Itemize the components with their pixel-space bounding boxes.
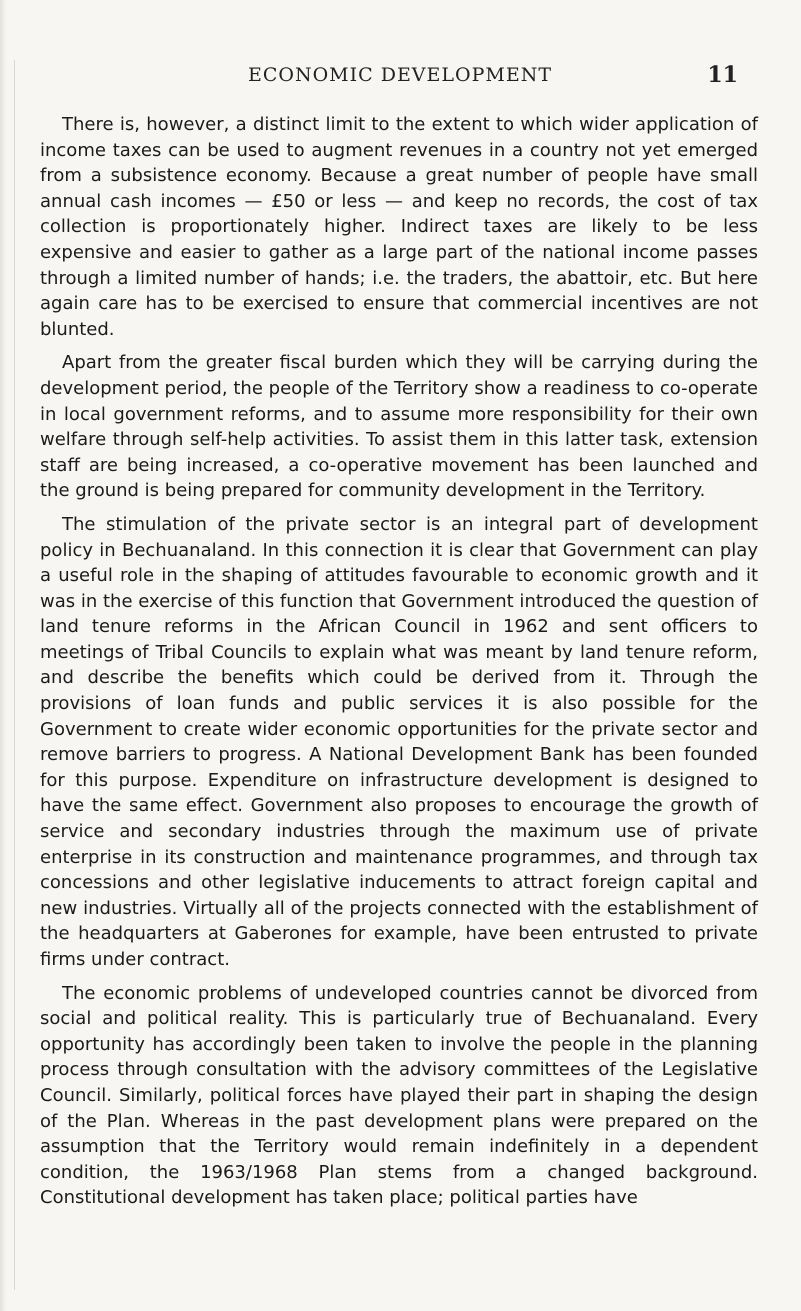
paragraph-fiscal-burden: Apart from the greater fiscal burden which they will be carrying during the development period, the people of the Territory show a readiness to co-operate in local government reforms, and to assume more responsibility for their own welfare through self-help activities. To assist them in this latter task, extension staff are being increased, a co-operative movement has been launched and the ground is being prepared for community development in the Territory. (40, 352, 758, 502)
page-number: 11 (707, 62, 738, 88)
paragraph-private-sector: The stimulation of the private sector is an integral part of development policy in Bechuanaland. In this connection it is clear that Government can play a useful role in the shaping of attitudes favourable to economic growth and it was in the exercise of this function that Government introduced the question of land tenure reforms in the African Council in 1962 and sent officers to meetings of Tribal Councils to explain what was meant by land tenure reform, and describe the benefits which could be derived from it. Through the provisions of loan funds and public services it is also possible for the Government to create wider economic opportunities for the private sector and remove barriers to progress. A National Development Bank has been founded for this purpose. Expenditure on infrastructure development is designed to have the same effect. Government also proposes to encourage the growth of service and secondary industries through the maximum use of private enterprise in its construction and maintenance programmes, and through tax concessions and other legislative inducements to attract foreign capital and new industries. Virtually all of the projects connected with the establishment of the headquarters at Gaberones for example, have been entrusted to private firms under contract. (40, 513, 758, 970)
body-text (40, 112, 758, 1219)
scan-edge (0, 0, 6, 1311)
binding-line (14, 60, 15, 1290)
running-head: ECONOMIC DEVELOPMENT (247, 64, 553, 86)
paragraph-social-political: The economic problems of undeveloped countries cannot be divorced from social and political reality. This is particularly true of Bechuanaland. Every opportunity has accordingly been taken to involve the people in the planning process through consultation with the advisory committees of the Legislative Council. Similarly, political forces have played their part in shaping the design of the Plan. Whereas in the past development plans were prepared on the assumption that the Territory would remain indefinitely in a dependent condition, the 1963/1968 Plan stems from a changed background. Constitutional development has taken place; political parties have (40, 982, 758, 1209)
paragraph-income-taxes: There is, however, a distinct limit to the extent to which wider application of income taxes can be used to augment revenues in a country not yet emerged from a subsistence economy. Because a great number of people have small annual cash incomes — £50 or less — and keep no records, the cost of tax collection is proportionately higher. Indirect taxes are likely to be less expensive and easier to gather as a large part of the national income passes through a limited number of hands; i.e. the traders, the abattoir, etc. But here again care has to be exercised to ensure that commercial incentives are not blunted. (40, 114, 758, 340)
page-header (60, 64, 740, 92)
